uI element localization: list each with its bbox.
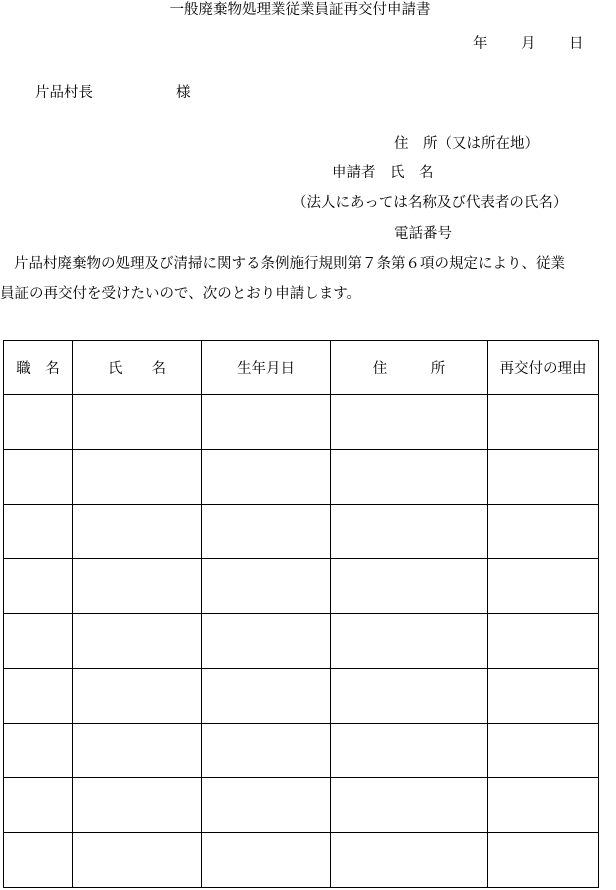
cell-address[interactable] (331, 504, 488, 559)
cell-birthdate[interactable] (202, 449, 331, 504)
cell-birthdate[interactable] (202, 559, 331, 614)
table-header-row (4, 341, 599, 395)
cell-reason[interactable] (488, 449, 599, 504)
table-row (4, 559, 599, 614)
cell-address[interactable] (331, 833, 488, 888)
cell-name[interactable] (73, 778, 202, 833)
body-text-line1: 片品村廃棄物の処理及び清掃に関する条例施行規則第７条第６項の規定により、従業 (14, 256, 565, 272)
table-row (4, 833, 599, 888)
cell-job-title[interactable] (4, 614, 73, 669)
cell-job-title[interactable] (4, 723, 73, 778)
date-month-label: 月 (521, 36, 536, 52)
cell-name[interactable] (73, 723, 202, 778)
applicant-phone-label: 電話番号 (394, 226, 452, 242)
cell-job-title[interactable] (4, 504, 73, 559)
table-row (4, 723, 599, 778)
document-title: 一般廃棄物処理業従業員証再交付申請書 (169, 2, 431, 18)
header-birthdate: 生年月日 (202, 341, 331, 395)
cell-reason[interactable] (488, 559, 599, 614)
cell-job-title[interactable] (4, 833, 73, 888)
cell-reason[interactable] (488, 668, 599, 723)
header-name: 氏 名 (73, 341, 202, 395)
cell-birthdate[interactable] (202, 778, 331, 833)
cell-reason[interactable] (488, 778, 599, 833)
cell-address[interactable] (331, 614, 488, 669)
honorific: 様 (176, 85, 191, 101)
cell-name[interactable] (73, 449, 202, 504)
cell-address[interactable] (331, 449, 488, 504)
body-text-line2: 員証の再交付を受けたいので、次のとおり申請します。 (0, 286, 362, 302)
cell-birthdate[interactable] (202, 504, 331, 559)
cell-name[interactable] (73, 614, 202, 669)
cell-name[interactable] (73, 559, 202, 614)
cell-reason[interactable] (488, 395, 599, 450)
cell-name[interactable] (73, 668, 202, 723)
cell-name[interactable] (73, 395, 202, 450)
cell-address[interactable] (331, 778, 488, 833)
table-row (4, 668, 599, 723)
applicant-name-label: 申請者 氏 名 (332, 165, 434, 181)
addressee: 片品村長 (35, 85, 93, 101)
applicant-address-label: 住 所（又は所在地） (394, 136, 539, 152)
date-day-label: 日 (569, 36, 584, 52)
header-address: 住 所 (331, 341, 488, 395)
cell-job-title[interactable] (4, 778, 73, 833)
table-row (4, 449, 599, 504)
table-row (4, 504, 599, 559)
corporate-note: （法人にあっては名称及び代表者の氏名） (292, 195, 568, 211)
cell-address[interactable] (331, 395, 488, 450)
cell-birthdate[interactable] (202, 723, 331, 778)
cell-birthdate[interactable] (202, 614, 331, 669)
cell-birthdate[interactable] (202, 668, 331, 723)
header-reason: 再交付の理由 (488, 341, 599, 395)
header-job-title: 職 名 (4, 341, 73, 395)
cell-address[interactable] (331, 668, 488, 723)
cell-reason[interactable] (488, 723, 599, 778)
cell-name[interactable] (73, 504, 202, 559)
employee-table (3, 340, 599, 888)
table-row (4, 395, 599, 450)
cell-reason[interactable] (488, 614, 599, 669)
cell-reason[interactable] (488, 504, 599, 559)
cell-birthdate[interactable] (202, 833, 331, 888)
cell-job-title[interactable] (4, 449, 73, 504)
table-row (4, 778, 599, 833)
cell-reason[interactable] (488, 833, 599, 888)
cell-job-title[interactable] (4, 668, 73, 723)
date-year-label: 年 (473, 36, 488, 52)
table-row (4, 614, 599, 669)
cell-job-title[interactable] (4, 395, 73, 450)
cell-name[interactable] (73, 833, 202, 888)
cell-birthdate[interactable] (202, 395, 331, 450)
cell-address[interactable] (331, 723, 488, 778)
cell-address[interactable] (331, 559, 488, 614)
cell-job-title[interactable] (4, 559, 73, 614)
